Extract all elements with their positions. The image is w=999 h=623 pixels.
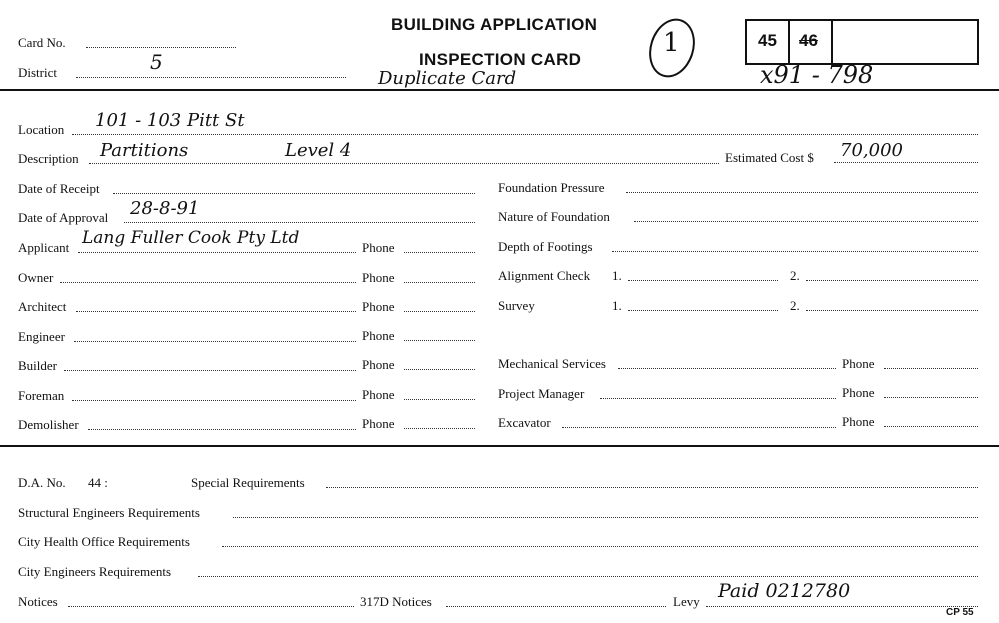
- excavator-field: [562, 427, 836, 428]
- date-of-receipt-field: [113, 193, 475, 194]
- foreman-phone-field: [404, 399, 475, 400]
- form-code: CP 55: [946, 607, 974, 618]
- description-level: Level 4: [285, 140, 352, 161]
- survey-1-field: [628, 310, 778, 311]
- survey-1-label: 1.: [612, 298, 622, 313]
- header-divider: [0, 89, 999, 91]
- district-label: District: [18, 65, 57, 80]
- demolisher-phone-field: [404, 428, 475, 429]
- district-value: 5: [150, 50, 163, 74]
- project-manager-phone-field: [884, 397, 978, 398]
- excavator-phone-field: [884, 426, 978, 427]
- owner-field: [60, 282, 356, 283]
- description-field: [89, 163, 719, 164]
- foreman-phone-label: Phone: [362, 387, 395, 402]
- project-manager-label: Project Manager: [498, 386, 585, 401]
- mechanical-services-label: Mechanical Services: [498, 356, 606, 371]
- demolisher-field: [88, 429, 356, 430]
- builder-phone-label: Phone: [362, 357, 395, 372]
- alignment-check-1-field: [628, 280, 778, 281]
- mechanical-services-phone-label: Phone: [842, 356, 875, 371]
- da-no-value: 44 :: [88, 475, 108, 490]
- applicant-field: [78, 252, 356, 253]
- circled-number-value: 1: [663, 28, 680, 58]
- foreman-label: Foreman: [18, 388, 65, 403]
- date-of-approval-field: [124, 222, 475, 223]
- duplicate-note: Duplicate Card: [378, 68, 517, 89]
- notices-label: Notices: [18, 594, 58, 609]
- demolisher-phone-label: Phone: [362, 416, 395, 431]
- builder-label: Builder: [18, 358, 57, 373]
- mechanical-services-field: [618, 368, 836, 369]
- card-no-field: [86, 47, 236, 48]
- depth-of-footings-field: [612, 251, 978, 252]
- excavator-label: Excavator: [498, 415, 551, 430]
- foundation-pressure-field: [626, 192, 978, 193]
- alignment-check-1-label: 1.: [612, 268, 622, 283]
- location-label: Location: [18, 122, 65, 137]
- location-value: 101 - 103 Pitt St: [95, 110, 245, 131]
- depth-of-footings-label: Depth of Footings: [498, 239, 593, 254]
- engineer-phone-field: [404, 340, 475, 341]
- nature-of-foundation-field: [634, 221, 978, 222]
- owner-label: Owner: [18, 270, 54, 285]
- mechanical-services-phone-field: [884, 368, 978, 369]
- da-no-label: D.A. No.: [18, 475, 66, 490]
- box-number: 45: [758, 31, 777, 50]
- structural-requirements-field: [233, 517, 978, 518]
- estimated-cost-label: Estimated Cost $: [725, 150, 814, 165]
- special-requirements-field: [326, 487, 978, 488]
- form-title-line1: BUILDING APPLICATION: [391, 15, 598, 34]
- description-label: Description: [18, 151, 79, 166]
- date-of-approval-label: Date of Approval: [18, 210, 109, 225]
- estimated-cost-field: [834, 162, 978, 163]
- applicant-label: Applicant: [18, 240, 70, 255]
- city-engineers-requirements-field: [198, 576, 978, 577]
- health-requirements-field: [222, 546, 978, 547]
- levy-value: Paid 0212780: [718, 580, 851, 602]
- box-crossed-number: 46: [799, 31, 818, 50]
- structural-requirements-label: Structural Engineers Requirements: [18, 505, 200, 520]
- card-no-label: Card No.: [18, 35, 66, 50]
- architect-phone-label: Phone: [362, 299, 395, 314]
- foreman-field: [72, 400, 356, 401]
- applicant-phone-field: [404, 252, 475, 253]
- alignment-check-2-label: 2.: [790, 268, 800, 283]
- architect-label: Architect: [18, 299, 67, 314]
- project-manager-phone-label: Phone: [842, 385, 875, 400]
- file-number: x91 - 798: [760, 61, 874, 89]
- date-of-receipt-label: Date of Receipt: [18, 181, 100, 196]
- engineer-phone-label: Phone: [362, 328, 395, 343]
- levy-label: Levy: [673, 594, 700, 609]
- card-number-box: [745, 19, 979, 65]
- excavator-phone-label: Phone: [842, 414, 875, 429]
- survey-label: Survey: [498, 298, 535, 313]
- engineer-label: Engineer: [18, 329, 65, 344]
- builder-phone-field: [404, 369, 475, 370]
- engineer-field: [74, 341, 356, 342]
- survey-2-field: [806, 310, 978, 311]
- alignment-check-2-field: [806, 280, 978, 281]
- applicant-phone-label: Phone: [362, 240, 395, 255]
- estimated-cost-value: 70,000: [840, 140, 903, 161]
- notices-317d-label: 317D Notices: [360, 594, 432, 609]
- district-field: [76, 77, 346, 78]
- notices-field: [68, 606, 354, 607]
- health-requirements-label: City Health Office Requirements: [18, 534, 190, 549]
- demolisher-label: Demolisher: [18, 417, 79, 432]
- project-manager-field: [600, 398, 836, 399]
- builder-field: [64, 370, 356, 371]
- description-value: Partitions: [100, 140, 189, 161]
- alignment-check-label: Alignment Check: [498, 268, 591, 283]
- levy-field: [706, 606, 978, 607]
- architect-field: [76, 311, 356, 312]
- owner-phone-label: Phone: [362, 270, 395, 285]
- date-of-approval-value: 28-8-91: [130, 198, 200, 219]
- notices-317d-field: [446, 606, 666, 607]
- survey-2-label: 2.: [790, 298, 800, 313]
- owner-phone-field: [404, 282, 475, 283]
- special-requirements-label: Special Requirements: [191, 475, 305, 490]
- foundation-pressure-label: Foundation Pressure: [498, 180, 605, 195]
- form-title-line2: INSPECTION CARD: [419, 50, 582, 69]
- nature-of-foundation-label: Nature of Foundation: [498, 209, 610, 224]
- location-field: [72, 134, 978, 135]
- section-divider: [0, 445, 999, 447]
- architect-phone-field: [404, 311, 475, 312]
- city-engineers-requirements-label: City Engineers Requirements: [18, 564, 172, 579]
- applicant-value: Lang Fuller Cook Pty Ltd: [82, 228, 300, 248]
